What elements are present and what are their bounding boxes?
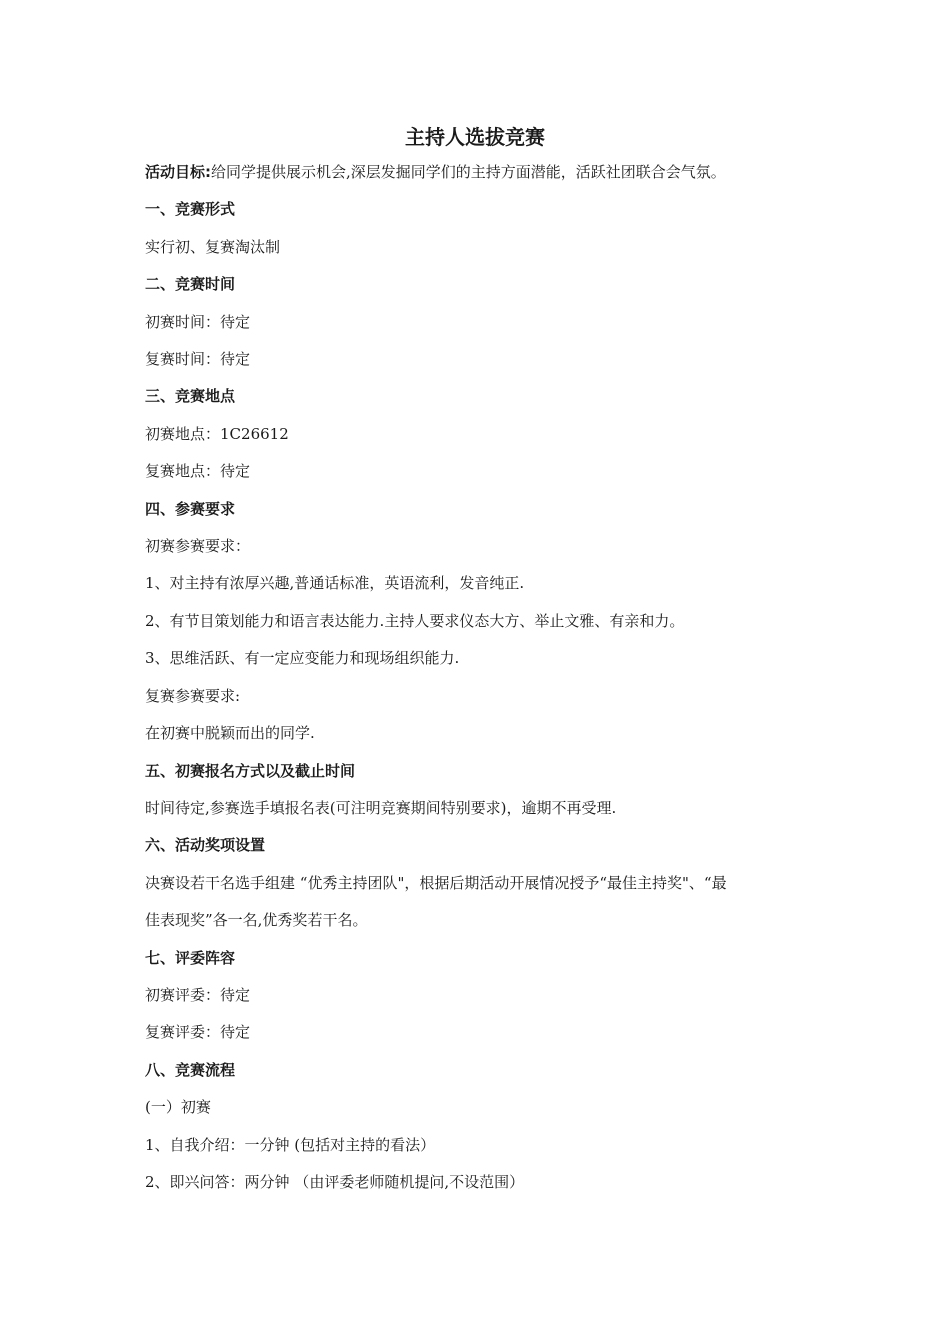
awards-text-line-2: 佳表现奖”各一名,优秀奖若干名。 (145, 911, 368, 930)
section-heading-registration: 五、初赛报名方式以及截止时间 (145, 761, 356, 780)
section-heading-process: 八、竞赛流程 (145, 1060, 236, 1079)
prelim-round-label: (一）初赛 (145, 1098, 211, 1117)
format-text: 实行初、复赛淘汰制 (145, 237, 281, 256)
section-heading-location: 三、竞赛地点 (145, 387, 236, 406)
final-time: 复赛时间：待定 (145, 350, 251, 369)
process-item-2: 2、即兴问答：两分钟 （由评委老师随机提问,不设范围） (145, 1172, 525, 1191)
document-body (145, 154, 810, 1201)
requirement-item-2: 2、有节目策划能力和语言表达能力.主持人要求仪态大方、举止文雅、有亲和力。 (145, 611, 685, 630)
process-item-1: 1、自我介绍：一分钟 (包括对主持的看法） (145, 1135, 436, 1154)
section-heading-requirements: 四、参赛要求 (145, 499, 236, 518)
prelim-location: 初赛地点：1C26612 (145, 424, 289, 443)
requirement-item-1: 1、对主持有浓厚兴趣,普通话标准，英语流利，发音纯正. (145, 574, 525, 593)
activity-goal-text: 给同学提供展示机会,深层发掘同学们的主持方面潜能，活跃社团联合会气氛。 (211, 163, 726, 181)
requirement-item-3: 3、思维活跃、有一定应变能力和现场组织能力. (145, 649, 460, 668)
activity-goal (145, 154, 810, 191)
prelim-requirements-label: 初赛参赛要求： (145, 537, 251, 556)
section-heading-time: 二、竞赛时间 (145, 275, 236, 294)
section-heading-format: 一、竞赛形式 (145, 200, 236, 219)
activity-goal-label: 活动目标: (145, 163, 211, 181)
document-title: 主持人选拔竞赛 (405, 125, 545, 149)
final-location: 复赛地点：待定 (145, 462, 251, 481)
section-heading-judges: 七、评委阵容 (145, 948, 236, 967)
final-judges: 复赛评委：待定 (145, 1023, 251, 1042)
awards-text-line-1: 决赛设若干名选手组建 “优秀主持团队"，根据后期活动开展情况授予“最佳主持奖"、“最 (145, 873, 727, 892)
prelim-time: 初赛时间：待定 (145, 312, 251, 331)
section-heading-awards: 六、活动奖项设置 (145, 836, 266, 855)
final-requirements-label: 复赛参赛要求: (145, 686, 241, 705)
final-requirements-text: 在初赛中脱颖而出的同学. (145, 724, 315, 743)
prelim-judges: 初赛评委：待定 (145, 985, 251, 1004)
registration-text: 时间待定,参赛选手填报名表(可注明竞赛期间特别要求)，逾期不再受理. (145, 798, 617, 817)
